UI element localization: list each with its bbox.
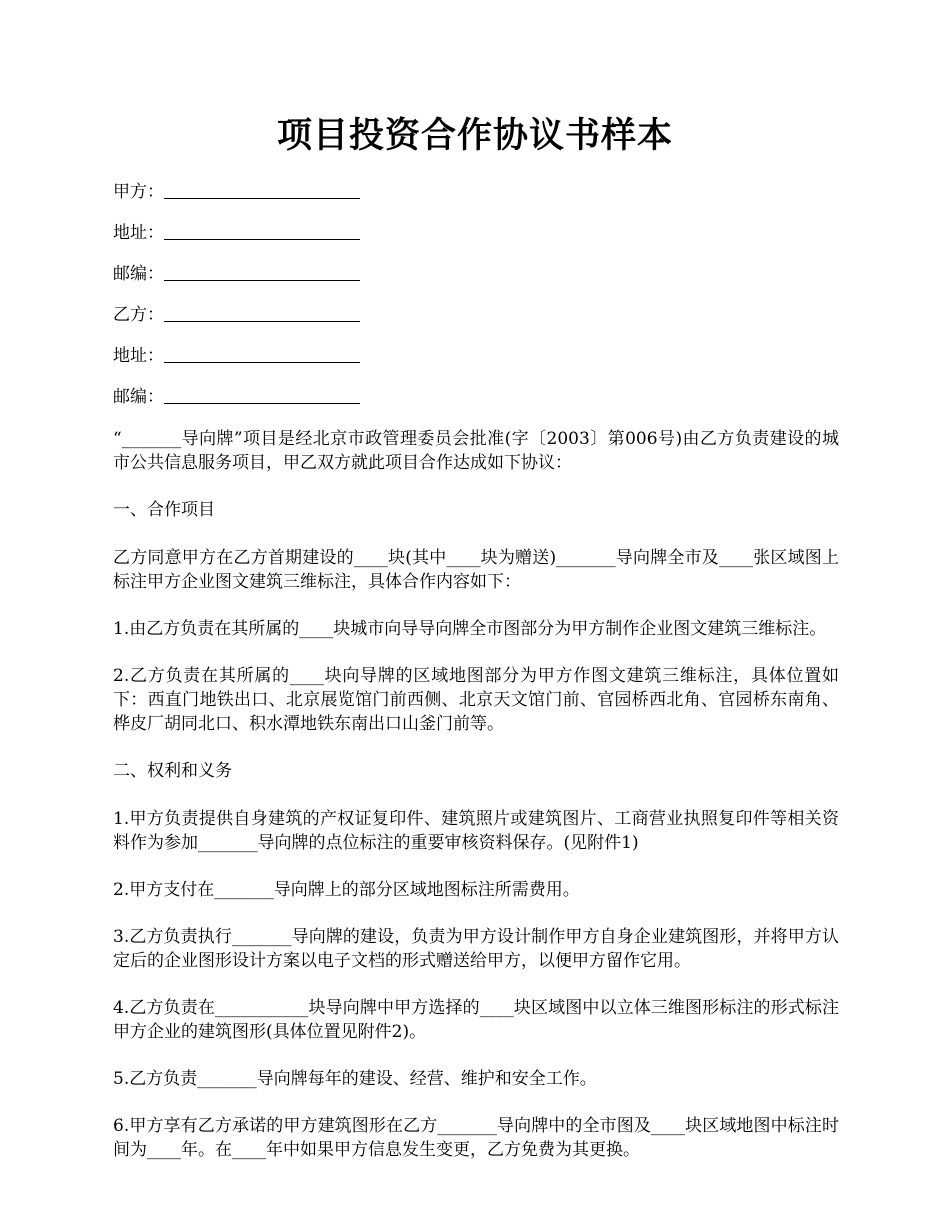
party-a-name-line (113, 178, 833, 219)
party-a-postcode-label: 邮编： (113, 264, 164, 284)
party-a-name-label: 甲方： (113, 182, 164, 202)
party-b-name-blank (164, 303, 360, 322)
paragraph: 4.乙方负责在___________块导向牌中甲方选择的____块区域图中以立体三维图形标注的形式标注甲方企业的建筑图形(具体位置见附件2)。 (113, 998, 839, 1042)
document-title: 项目投资合作协议书样本 (276, 115, 673, 156)
intro-paragraph: “_______导向牌”项目是经北京市政管理委员会批准(字〔2003〕第006号)由乙方负责建设的城市公共信息服务项目，甲乙双方就此项目合作达成如下协议： (113, 429, 839, 473)
section-heading-rights: 二、权利和义务 (113, 761, 232, 781)
paragraph: 3.乙方负责执行_______导向牌的建设，负责为甲方设计制作甲方自身企业建筑图形，并将甲方认定后的企业图形设计方案以电子文档的形式赠送给甲方，以便甲方留作它用。 (113, 927, 839, 971)
party-info-block (113, 178, 833, 424)
paragraph: 6.甲方享有乙方承诺的甲方建筑图形在乙方_______导向牌中的全市图及____块区域地图中标注时间为____年。在____年中如果甲方信息发生变更，乙方免费为其更换。 (113, 1116, 839, 1160)
paragraph: 乙方同意甲方在乙方首期建设的____块(其中____块为赠送)_______导向牌全市及____张区域图上标注甲方企业图文建筑三维标注，具体合作内容如下： (113, 548, 839, 592)
section-heading-cooperation: 一、合作项目 (113, 500, 215, 520)
party-b-name-label: 乙方： (113, 305, 164, 325)
party-a-name-blank (164, 180, 360, 199)
party-a-address-line (113, 219, 833, 260)
party-b-address-blank (164, 344, 360, 363)
party-b-name-line (113, 301, 833, 342)
paragraph: 1.甲方负责提供自身建筑的产权证复印件、建筑照片或建筑图片、工商营业执照复印件等相关资料作为参加_______导向牌的点位标注的重要审核资料保存。(见附件1) (113, 809, 839, 853)
document-body (113, 427, 839, 1185)
party-a-address-blank (164, 221, 360, 240)
party-b-postcode-blank (164, 385, 360, 404)
party-a-postcode-line (113, 260, 833, 301)
paragraph: 2.乙方负责在其所属的____块向导牌的区域地图部分为甲方作图文建筑三维标注，具体位置如下：西直门地铁出口、北京展览馆门前西侧、北京天文馆门前、官园桥西北角、官园桥东南角、桦皮厂胡同北口、积水潭地铁东南出口山釜门前等。 (113, 666, 839, 734)
party-b-address-line (113, 342, 833, 383)
paragraph: 1.由乙方负责在其所属的____块城市向导导向牌全市图部分为甲方制作企业图文建筑三维标注。 (113, 619, 827, 639)
party-a-address-label: 地址： (113, 223, 164, 243)
party-b-postcode-label: 邮编： (113, 387, 164, 407)
party-b-postcode-line (113, 383, 833, 424)
paragraph: 5.乙方负责_______导向牌每年的建设、经营、维护和安全工作。 (113, 1069, 597, 1089)
paragraph: 2.甲方支付在_______导向牌上的部分区域地图标注所需费用。 (113, 880, 580, 900)
party-a-postcode-blank (164, 262, 360, 281)
party-b-address-label: 地址： (113, 346, 164, 366)
